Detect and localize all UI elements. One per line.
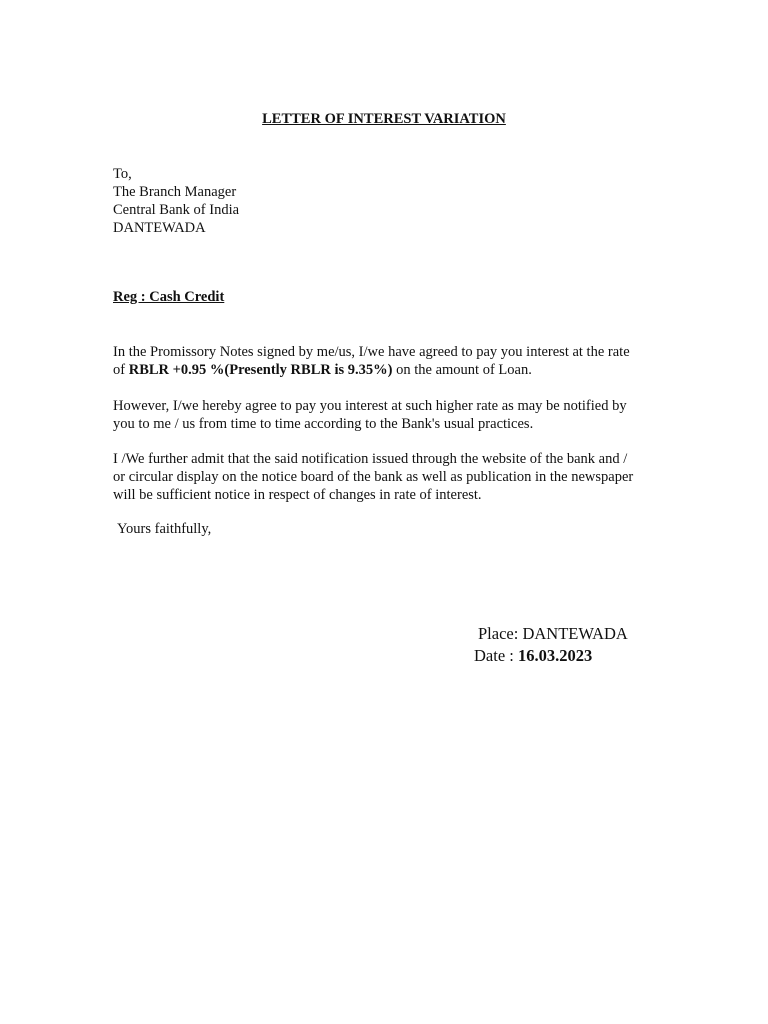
- place-value: DANTEWADA: [522, 624, 628, 643]
- address-line-1: The Branch Manager: [113, 184, 237, 200]
- paragraph-3-line-1: I /We further admit that the said notification issued through the website of the bank and /: [113, 451, 628, 467]
- letter-title: LETTER OF INTEREST VARIATION: [262, 111, 506, 127]
- paragraph-3: [113, 450, 673, 504]
- paragraph-1-line-2: [113, 361, 673, 379]
- rate-terms: RBLR +0.95 %(Presently RBLR is 9.35%): [128, 362, 393, 378]
- place-label: Place:: [478, 624, 523, 643]
- paragraph-2: [113, 397, 673, 433]
- recipient-address: [113, 165, 239, 237]
- paragraph-3-line-2: or circular display on the notice board of the bank as well as publication in the newspaper: [113, 469, 634, 485]
- date-label: Date :: [474, 646, 518, 665]
- paragraph-1-suffix: on the amount of Loan.: [392, 362, 532, 378]
- paragraph-1-line-1: In the Promissory Notes signed by me/us, I/we have agreed to pay you interest at the rate: [113, 344, 630, 360]
- date-value: 16.03.2023: [517, 646, 593, 665]
- address-line-2: Central Bank of India: [113, 202, 240, 218]
- place-field: [478, 624, 628, 644]
- address-salutation: To,: [113, 166, 132, 182]
- address-line-3: DANTEWADA: [113, 220, 206, 236]
- paragraph-1-prefix: of: [113, 362, 129, 378]
- paragraph-2-line-1: However, I/we hereby agree to pay you interest at such higher rate as may be notified by: [113, 398, 627, 414]
- closing-line: Yours faithfully,: [117, 521, 212, 537]
- subject-line: Reg : Cash Credit: [113, 289, 225, 305]
- paragraph-2-line-2: you to me / us from time to time according to the Bank's usual practices.: [113, 416, 534, 432]
- date-field: [474, 646, 592, 666]
- paragraph-1: [113, 343, 673, 379]
- paragraph-3-line-3: will be sufficient notice in respect of changes in rate of interest.: [113, 487, 482, 503]
